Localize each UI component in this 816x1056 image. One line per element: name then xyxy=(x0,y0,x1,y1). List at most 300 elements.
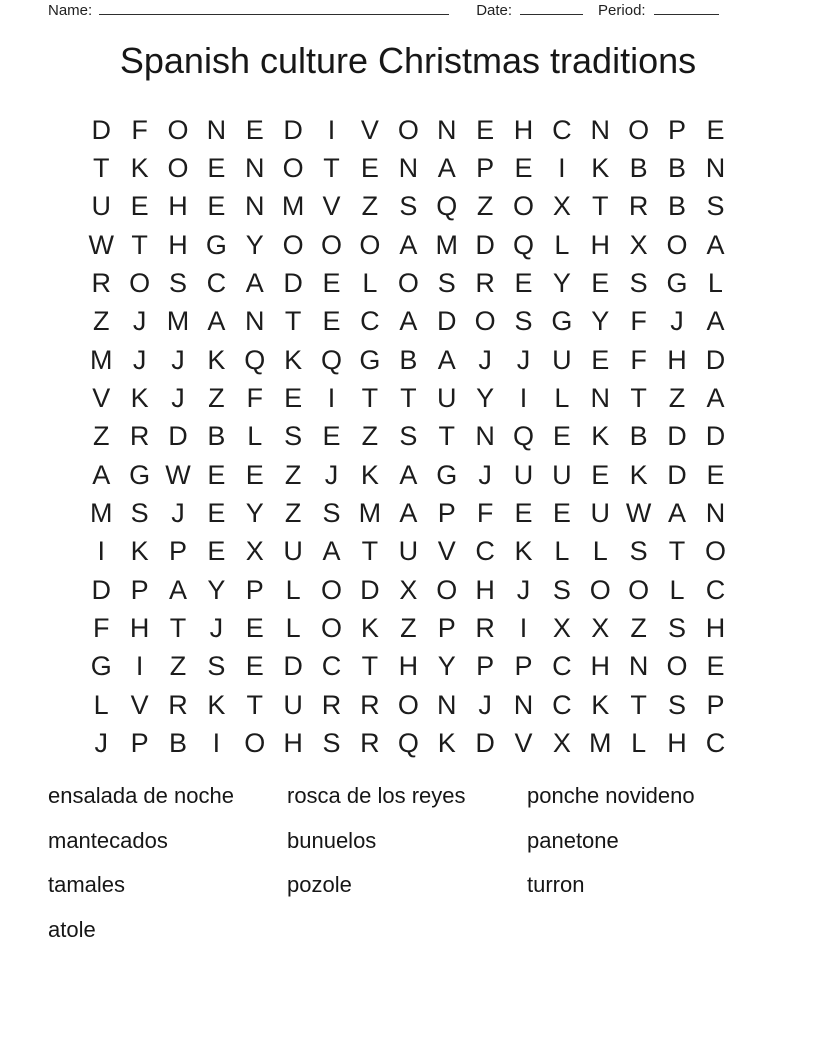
grid-cell: W xyxy=(625,498,652,529)
grid-cell: B xyxy=(668,191,687,222)
grid-row xyxy=(82,111,735,149)
grid-cell: N xyxy=(705,153,726,184)
grid-row xyxy=(82,341,735,379)
grid-cell: D xyxy=(705,344,726,375)
grid-cell: N xyxy=(475,421,495,452)
grid-cell: E xyxy=(591,268,610,299)
grid-cell: D xyxy=(283,114,303,145)
grid-cell: S xyxy=(399,191,418,222)
grid-cell: N xyxy=(245,191,265,222)
grid-cell: P xyxy=(668,114,687,145)
grid-cell: M xyxy=(358,498,382,529)
grid-cell: U xyxy=(91,191,111,222)
word-item: pozole xyxy=(287,872,352,898)
date-blank-line xyxy=(520,2,583,15)
grid-cell: M xyxy=(89,344,113,375)
grid-cell: D xyxy=(283,651,303,682)
grid-cell: E xyxy=(322,268,341,299)
grid-cell: O xyxy=(666,651,688,682)
grid-cell: S xyxy=(629,536,648,567)
grid-cell: E xyxy=(245,613,264,644)
grid-cell: O xyxy=(704,536,726,567)
grid-cell: J xyxy=(94,728,108,759)
grid-cell: S xyxy=(207,651,226,682)
grid-cell: C xyxy=(360,306,380,337)
grid-cell: Z xyxy=(284,498,302,529)
grid-cell: J xyxy=(478,459,492,490)
grid-cell: K xyxy=(130,536,149,567)
grid-cell: P xyxy=(130,728,149,759)
grid-cell: L xyxy=(93,689,109,720)
grid-cell: E xyxy=(245,459,264,490)
grid-cell: K xyxy=(591,689,610,720)
grid-cell: J xyxy=(171,498,185,529)
grid-cell: E xyxy=(284,383,303,414)
grid-cell: I xyxy=(519,613,528,644)
grid-cell: G xyxy=(551,306,573,337)
word-item: tamales xyxy=(48,872,126,898)
grid-cell: U xyxy=(513,459,534,490)
grid-cell: Q xyxy=(512,421,534,452)
date-label: Date: xyxy=(476,2,513,19)
grid-cell: G xyxy=(129,459,151,490)
grid-cell: S xyxy=(629,268,648,299)
grid-cell: V xyxy=(130,689,149,720)
grid-cell: S xyxy=(130,498,149,529)
grid-cell: R xyxy=(628,191,649,222)
grid-cell: E xyxy=(322,421,341,452)
grid-cell: O xyxy=(628,574,650,605)
grid-cell: D xyxy=(283,268,303,299)
grid-cell: H xyxy=(129,613,150,644)
grid-cell: O xyxy=(282,153,304,184)
grid-cell: J xyxy=(132,344,147,375)
grid-cell: E xyxy=(591,459,610,490)
grid-cell: P xyxy=(437,498,456,529)
grid-cell: S xyxy=(552,574,571,605)
grid-cell: U xyxy=(436,383,457,414)
word-item: ponche novideno xyxy=(527,783,695,809)
grid-row xyxy=(82,303,735,341)
grid-cell: X xyxy=(629,229,648,260)
grid-cell: P xyxy=(130,574,149,605)
grid-cell: J xyxy=(171,383,185,414)
word-item: panetone xyxy=(527,827,619,853)
grid-cell: Q xyxy=(397,728,419,759)
grid-cell: L xyxy=(707,268,723,299)
grid-cell: T xyxy=(92,153,110,184)
grid-cell: N xyxy=(245,306,265,337)
grid-cell: K xyxy=(437,728,456,759)
grid-cell: J xyxy=(209,613,224,644)
grid-cell: Z xyxy=(92,306,110,337)
grid-cell: C xyxy=(705,574,726,605)
grid-cell: O xyxy=(397,268,419,299)
grid-cell: X xyxy=(399,574,418,605)
grid-cell: B xyxy=(629,421,648,452)
grid-cell: O xyxy=(589,574,611,605)
grid-cell: P xyxy=(706,689,725,720)
grid-cell: L xyxy=(554,229,570,260)
grid-cell: Y xyxy=(245,498,264,529)
grid-cell: V xyxy=(92,383,111,414)
grid-cell: A xyxy=(706,383,725,414)
grid-cell: S xyxy=(668,689,687,720)
grid-cell: K xyxy=(591,153,610,184)
grid-cell: T xyxy=(630,383,647,414)
grid-cell: M xyxy=(589,728,612,759)
grid-cell: S xyxy=(668,613,687,644)
grid-cell: O xyxy=(474,306,496,337)
grid-cell: S xyxy=(706,191,725,222)
grid-cell: H xyxy=(168,191,188,222)
grid-row xyxy=(82,264,735,302)
grid-cell: Z xyxy=(284,459,302,490)
grid-cell: L xyxy=(554,383,570,414)
grid-cell: O xyxy=(359,229,381,260)
grid-cell: O xyxy=(397,114,419,145)
grid-cell: A xyxy=(245,268,264,299)
grid-row xyxy=(82,571,735,609)
grid-cell: J xyxy=(171,344,185,375)
grid-cell: E xyxy=(514,268,533,299)
grid-cell: S xyxy=(514,306,533,337)
grid-cell: O xyxy=(167,114,189,145)
grid-cell: L xyxy=(285,574,301,605)
word-item: bunuelos xyxy=(287,827,377,853)
grid-cell: N xyxy=(590,114,611,145)
grid-cell: T xyxy=(361,651,379,682)
word-list-column xyxy=(527,774,786,952)
name-label: Name: xyxy=(48,2,93,19)
grid-cell: B xyxy=(207,421,226,452)
grid-cell: D xyxy=(91,114,111,145)
word-item: atole xyxy=(48,917,96,943)
grid-cell: T xyxy=(169,613,187,644)
grid-cell: V xyxy=(437,536,456,567)
grid-cell: R xyxy=(475,613,495,644)
grid-cell: Y xyxy=(207,574,226,605)
grid-cell: K xyxy=(514,536,533,567)
grid-cell: Z xyxy=(169,651,187,682)
grid-cell: O xyxy=(628,114,650,145)
grid-cell: E xyxy=(245,651,264,682)
grid-cell: E xyxy=(360,153,379,184)
grid-cell: H xyxy=(283,728,303,759)
grid-cell: E xyxy=(514,498,533,529)
grid-cell: J xyxy=(132,306,147,337)
grid-cell: N xyxy=(628,651,649,682)
period-blank-line xyxy=(654,2,719,15)
grid-cell: K xyxy=(629,459,648,490)
grid-cell: X xyxy=(552,728,571,759)
grid-cell: D xyxy=(667,459,687,490)
grid-cell: X xyxy=(591,613,610,644)
grid-cell: R xyxy=(91,268,111,299)
grid-cell: W xyxy=(165,459,191,490)
grid-cell: O xyxy=(321,229,343,260)
word-item: rosca de los reyes xyxy=(287,783,466,809)
grid-cell: L xyxy=(554,536,570,567)
grid-row xyxy=(82,648,735,686)
grid-cell: A xyxy=(399,459,418,490)
grid-cell: Z xyxy=(361,421,379,452)
grid-cell: E xyxy=(552,498,571,529)
grid-cell: F xyxy=(92,613,110,644)
grid-row xyxy=(82,418,735,456)
grid-cell: D xyxy=(360,574,380,605)
grid-cell: H xyxy=(475,574,495,605)
grid-cell: K xyxy=(360,613,379,644)
grid-cell: H xyxy=(590,229,611,260)
grid-cell: A xyxy=(399,498,418,529)
grid-cell: X xyxy=(552,613,571,644)
grid-cell: E xyxy=(706,651,725,682)
grid-cell: G xyxy=(359,344,381,375)
grid-cell: X xyxy=(245,536,264,567)
grid-cell: P xyxy=(437,613,456,644)
grid-cell: V xyxy=(322,191,341,222)
grid-cell: G xyxy=(90,651,112,682)
grid-cell: C xyxy=(206,268,227,299)
grid-cell: I xyxy=(558,153,566,184)
grid-cell: F xyxy=(630,306,647,337)
grid-cell: N xyxy=(513,689,534,720)
grid-cell: O xyxy=(512,191,534,222)
grid-cell: V xyxy=(360,114,379,145)
grid-cell: N xyxy=(705,498,726,529)
grid-cell: Z xyxy=(400,613,417,644)
grid-cell: B xyxy=(168,728,187,759)
grid-cell: O xyxy=(282,229,304,260)
grid-cell: M xyxy=(89,498,113,529)
grid-cell: D xyxy=(667,421,687,452)
grid-cell: D xyxy=(475,229,495,260)
grid-cell: G xyxy=(436,459,458,490)
grid-cell: H xyxy=(398,651,419,682)
grid-cell: A xyxy=(399,306,418,337)
grid-cell: O xyxy=(321,613,343,644)
grid-cell: I xyxy=(97,536,105,567)
grid-cell: A xyxy=(207,306,226,337)
word-list-column xyxy=(287,774,527,952)
word-search-grid xyxy=(82,111,735,763)
grid-cell: B xyxy=(668,153,687,184)
grid-cell: Q xyxy=(436,191,458,222)
grid-cell: Y xyxy=(476,383,495,414)
grid-row xyxy=(82,226,735,264)
grid-cell: T xyxy=(630,689,647,720)
grid-cell: P xyxy=(476,651,495,682)
grid-cell: A xyxy=(92,459,111,490)
grid-cell: O xyxy=(321,574,343,605)
grid-row xyxy=(82,379,735,417)
grid-cell: A xyxy=(437,344,456,375)
word-item: turron xyxy=(527,872,585,898)
grid-cell: Y xyxy=(245,229,264,260)
grid-cell: E xyxy=(207,459,226,490)
grid-cell: H xyxy=(590,651,611,682)
grid-cell: E xyxy=(552,421,571,452)
grid-cell: H xyxy=(705,613,726,644)
grid-cell: N xyxy=(398,153,419,184)
grid-cell: N xyxy=(206,114,227,145)
grid-cell: Y xyxy=(552,268,571,299)
grid-cell: D xyxy=(436,306,457,337)
grid-cell: E xyxy=(245,114,264,145)
grid-row xyxy=(82,188,735,226)
grid-cell: E xyxy=(207,498,226,529)
grid-cell: L xyxy=(669,574,685,605)
grid-cell: M xyxy=(166,306,190,337)
grid-cell: I xyxy=(212,728,221,759)
grid-cell: F xyxy=(131,114,148,145)
grid-cell: T xyxy=(438,421,455,452)
grid-cell: A xyxy=(706,229,725,260)
grid-cell: F xyxy=(476,498,494,529)
word-item: ensalada de noche xyxy=(48,783,234,809)
grid-cell: L xyxy=(362,268,378,299)
grid-cell: Z xyxy=(92,421,110,452)
grid-cell: K xyxy=(207,344,226,375)
grid-cell: P xyxy=(514,651,533,682)
grid-cell: C xyxy=(475,536,495,567)
grid-cell: T xyxy=(400,383,417,414)
grid-cell: T xyxy=(592,191,609,222)
grid-cell: O xyxy=(436,574,458,605)
grid-cell: A xyxy=(668,498,687,529)
grid-cell: T xyxy=(361,536,379,567)
grid-cell: Q xyxy=(321,344,343,375)
grid-cell: H xyxy=(168,229,188,260)
grid-cell: Z xyxy=(630,613,647,644)
grid-cell: S xyxy=(322,728,341,759)
grid-cell: R xyxy=(475,268,495,299)
word-list xyxy=(48,774,786,952)
grid-cell: T xyxy=(131,229,148,260)
grid-cell: E xyxy=(514,153,533,184)
grid-cell: S xyxy=(322,498,341,529)
grid-cell: K xyxy=(207,689,226,720)
grid-cell: R xyxy=(360,728,380,759)
grid-cell: R xyxy=(168,689,188,720)
grid-cell: S xyxy=(284,421,303,452)
grid-cell: I xyxy=(519,383,528,414)
grid-cell: I xyxy=(327,383,336,414)
grid-cell: Q xyxy=(244,344,266,375)
grid-cell: T xyxy=(323,153,340,184)
grid-cell: T xyxy=(284,306,302,337)
grid-cell: E xyxy=(322,306,341,337)
grid-cell: H xyxy=(513,114,534,145)
grid-cell: B xyxy=(399,344,418,375)
grid-cell: T xyxy=(246,689,263,720)
grid-cell: E xyxy=(207,536,226,567)
grid-cell: Y xyxy=(591,306,610,337)
grid-cell: Y xyxy=(437,651,456,682)
grid-cell: K xyxy=(360,459,379,490)
grid-cell: O xyxy=(397,689,419,720)
grid-cell: J xyxy=(324,459,339,490)
word-item: mantecados xyxy=(48,827,168,853)
grid-cell: S xyxy=(168,268,187,299)
grid-cell: N xyxy=(436,689,457,720)
worksheet-header xyxy=(48,2,768,19)
grid-cell: W xyxy=(88,229,114,260)
grid-cell: D xyxy=(168,421,188,452)
grid-cell: J xyxy=(670,306,684,337)
grid-cell: S xyxy=(437,268,456,299)
grid-cell: J xyxy=(516,574,531,605)
grid-cell: O xyxy=(129,268,151,299)
grid-cell: L xyxy=(631,728,647,759)
grid-cell: G xyxy=(205,229,227,260)
grid-row xyxy=(82,149,735,187)
grid-cell: C xyxy=(321,651,342,682)
grid-cell: A xyxy=(168,574,187,605)
grid-cell: A xyxy=(322,536,341,567)
grid-cell: K xyxy=(284,344,303,375)
grid-cell: K xyxy=(591,421,610,452)
grid-cell: I xyxy=(327,114,336,145)
grid-cell: A xyxy=(399,229,418,260)
grid-cell: H xyxy=(667,728,687,759)
grid-cell: L xyxy=(247,421,263,452)
grid-cell: R xyxy=(129,421,150,452)
period-label: Period: xyxy=(598,2,646,19)
grid-cell: Z xyxy=(476,191,494,222)
grid-cell: J xyxy=(516,344,531,375)
grid-row xyxy=(82,609,735,647)
grid-cell: U xyxy=(283,536,303,567)
grid-cell: O xyxy=(666,229,688,260)
grid-cell: N xyxy=(590,383,611,414)
grid-row xyxy=(82,533,735,571)
grid-cell: E xyxy=(476,114,495,145)
grid-cell: O xyxy=(244,728,266,759)
grid-cell: C xyxy=(552,114,572,145)
grid-cell: H xyxy=(667,344,687,375)
grid-cell: R xyxy=(360,689,380,720)
grid-cell: E xyxy=(207,153,226,184)
grid-cell: K xyxy=(130,383,149,414)
grid-cell: J xyxy=(478,344,492,375)
grid-cell: T xyxy=(668,536,686,567)
grid-row xyxy=(82,686,735,724)
word-list-column xyxy=(48,774,287,952)
grid-cell: N xyxy=(245,153,265,184)
grid-cell: O xyxy=(167,153,189,184)
grid-cell: Z xyxy=(208,383,225,414)
grid-cell: M xyxy=(435,229,458,260)
grid-cell: U xyxy=(283,689,303,720)
grid-cell: N xyxy=(436,114,457,145)
grid-cell: C xyxy=(552,689,572,720)
grid-row xyxy=(82,725,735,763)
grid-cell: T xyxy=(361,383,379,414)
puzzle-title: Spanish culture Christmas traditions xyxy=(119,40,697,81)
grid-cell: V xyxy=(514,728,533,759)
grid-cell: P xyxy=(168,536,187,567)
grid-cell: U xyxy=(552,459,572,490)
grid-cell: D xyxy=(475,728,495,759)
grid-cell: I xyxy=(135,651,144,682)
grid-cell: E xyxy=(706,114,725,145)
grid-cell: C xyxy=(705,728,726,759)
grid-cell: L xyxy=(592,536,608,567)
grid-cell: Z xyxy=(668,383,686,414)
grid-cell: A xyxy=(437,153,456,184)
